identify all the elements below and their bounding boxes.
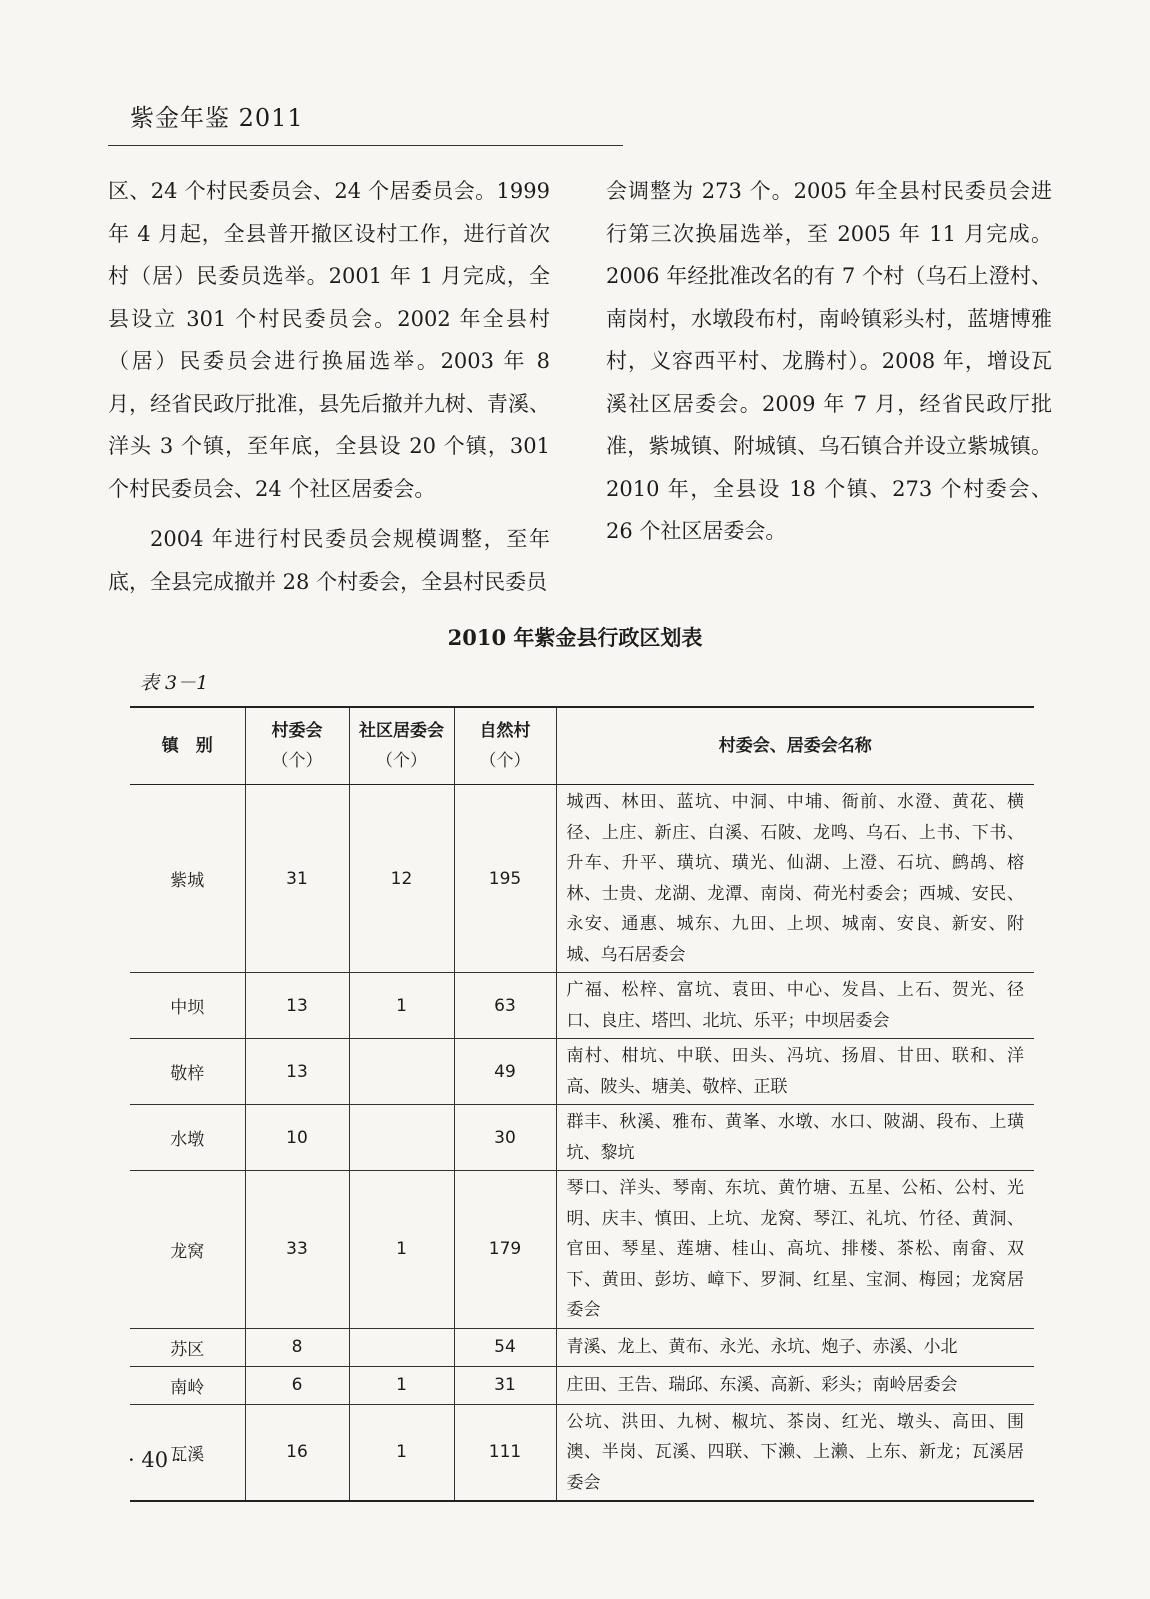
table-row <box>130 1328 1034 1366</box>
community-committees-cell: 1 <box>349 1404 454 1501</box>
header-unit: （个） <box>376 751 427 771</box>
village-committees-cell: 13 <box>245 1039 349 1105</box>
header-village-committees <box>245 707 349 785</box>
village-committees-cell: 13 <box>245 973 349 1039</box>
header-community-committees-label: 社区居委会 <box>359 721 444 741</box>
town-cell: 龙窝 <box>130 1171 245 1329</box>
left-column <box>108 170 550 603</box>
town-cell: 紫城 <box>130 785 245 973</box>
natural-villages-cell: 49 <box>454 1039 556 1105</box>
table-row <box>130 1404 1034 1501</box>
natural-villages-cell: 31 <box>454 1366 556 1404</box>
community-committees-cell: 1 <box>349 1366 454 1404</box>
header-unit: （个） <box>271 751 323 771</box>
left-paragraph-2: 2004 年进行村民委员会规模调整，至年底，全县完成撤并 28 个村委会，全县村民委员 <box>108 527 550 594</box>
names-cell: 琴口、洋头、琴南、东坑、黄竹塘、五星、公柘、公村、光明、庆丰、慎田、上坑、龙窝、琴江、礼坑、竹径、黄洞、官田、琴星、莲塘、桂山、高坑、排楼、茶松、南畲、双下、黄田、彭坊、嶂下、罗洞、红星、宝洞、梅园；龙窝居委会 <box>556 1171 1034 1329</box>
community-committees-cell <box>349 1105 454 1171</box>
table-row <box>130 785 1034 973</box>
town-cell: 瓦溪 <box>130 1404 245 1501</box>
town-cell: 南岭 <box>130 1366 245 1404</box>
header-town: 镇 别 <box>130 707 245 785</box>
natural-villages-cell: 54 <box>454 1328 556 1366</box>
natural-villages-cell: 179 <box>454 1171 556 1329</box>
names-cell: 广福、松梓、富坑、袁田、中心、发昌、上石、贺光、径口、良庄、塔凹、北坑、乐平；中坝居委会 <box>556 973 1034 1039</box>
right-paragraph-1: 会调整为 273 个。2005 年全县村民委员会进行第三次换届选举，至 2005 年 11 月完成。2006 年经批准改名的有 7 个村（乌石上澄村、南岗村，水墩段布村，南岭镇彩头村，蓝塘博雅村，义容西平村、龙腾村）。2008 年，增设瓦溪社区居委会。2009 年 7 月，经省民政厅批准，紫城镇、附城镇、乌石镇合并设立紫城镇。2010 年，全县设 18 个镇、273 个村委会、26 个社区居委会。 <box>606 179 1052 543</box>
right-column <box>606 170 1052 553</box>
header-names: 村委会、居委会名称 <box>556 707 1034 785</box>
natural-villages-cell: 111 <box>454 1404 556 1501</box>
admin-division-table <box>130 706 1034 1502</box>
header-natural-villages-label: 自然村 <box>479 721 531 741</box>
town-cell: 中坝 <box>130 973 245 1039</box>
community-committees-cell: 1 <box>349 1171 454 1329</box>
header-community-committees <box>349 707 454 785</box>
table-row <box>130 1105 1034 1171</box>
table-row <box>130 973 1034 1039</box>
table-title: 2010 年紫金县行政区划表 <box>447 625 703 650</box>
names-cell: 公坑、洪田、九树、椒坑、茶岗、红光、墩头、高田、围澳、半岗、瓦溪、四联、下濑、上濑、上东、新龙；瓦溪居委会 <box>556 1404 1034 1501</box>
natural-villages-cell: 195 <box>454 785 556 973</box>
names-cell: 青溪、龙上、黄布、永光、永坑、炮子、赤溪、小北 <box>556 1328 1034 1366</box>
names-cell: 城西、林田、蓝坑、中洞、中埔、衙前、水澄、黄花、横径、上庄、新庄、白溪、石陂、龙鸣、乌石、上书、下书、升车、升平、璜坑、璜光、仙湖、上澄、石坑、鹧鸪、榕林、士贵、龙湖、龙潭、南岗、荷光村委会；西城、安民、永安、通惠、城东、九田、上坝、城南、安良、新安、附城、乌石居委会 <box>556 785 1034 973</box>
names-cell: 南村、柑坑、中联、田头、冯坑、扬眉、甘田、联和、洋高、陂头、塘美、敬梓、正联 <box>556 1039 1034 1105</box>
natural-villages-cell: 30 <box>454 1105 556 1171</box>
table-row <box>130 1366 1034 1404</box>
town-cell: 敬梓 <box>130 1039 245 1105</box>
community-committees-cell <box>349 1039 454 1105</box>
community-committees-cell: 1 <box>349 973 454 1039</box>
header-rule <box>108 145 623 146</box>
running-header: 紫金年鉴 2011 <box>130 104 304 132</box>
village-committees-cell: 33 <box>245 1171 349 1329</box>
village-committees-cell: 6 <box>245 1366 349 1404</box>
community-committees-cell: 12 <box>349 785 454 973</box>
table-row <box>130 1171 1034 1329</box>
names-cell: 庄田、王告、瑞邱、东溪、高新、彩头；南岭居委会 <box>556 1366 1034 1404</box>
table-header-row <box>130 707 1034 785</box>
left-paragraph-1: 区、24 个村民委员会、24 个居委员会。1999 年 4 月起，全县普开撤区设村工作，进行首次村（居）民委员选举。2001 年 1 月完成，全县设立 301 个村民委员会。2002 年全县村（居）民委员会进行换届选举。2003 年 8 月，经省民政厅批准，县先后撤并九树、青溪、洋头 3 个镇，至年底，全县设 20 个镇，301 个村民委员会、24 个社区居委会。 <box>108 179 550 501</box>
village-committees-cell: 8 <box>245 1328 349 1366</box>
header-unit: （个） <box>479 751 531 771</box>
page-number: · 40 · <box>128 1448 182 1472</box>
town-cell: 水墩 <box>130 1105 245 1171</box>
village-committees-cell: 31 <box>245 785 349 973</box>
community-committees-cell <box>349 1328 454 1366</box>
names-cell: 群丰、秋溪、雅布、黄峯、水墩、水口、陂湖、段布、上璜坑、黎坑 <box>556 1105 1034 1171</box>
town-cell: 苏区 <box>130 1328 245 1366</box>
table-row <box>130 1039 1034 1105</box>
natural-villages-cell: 63 <box>454 973 556 1039</box>
village-committees-cell: 10 <box>245 1105 349 1171</box>
village-committees-cell: 16 <box>245 1404 349 1501</box>
header-village-committees-label: 村委会 <box>271 721 323 741</box>
header-natural-villages <box>454 707 556 785</box>
table-label: 表 3－1 <box>140 672 209 694</box>
